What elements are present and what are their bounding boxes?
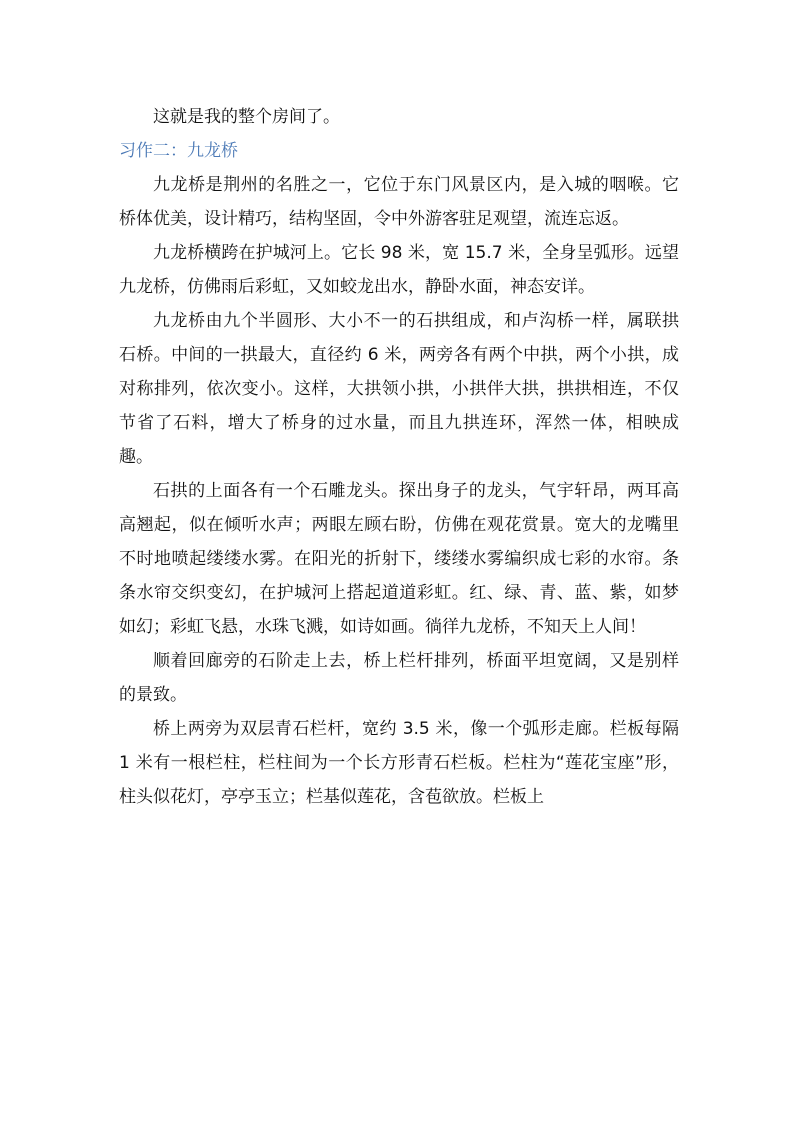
paragraph-2: 九龙桥横跨在护城河上。它长 98 米，宽 15.7 米，全身呈弧形。远望九龙桥，仿佛雨后彩虹，又如蛟龙出水，静卧水面，神态安详。	[119, 243, 679, 297]
paragraph-4: 石拱的上面各有一个石雕龙头。探出身子的龙头，气宇轩昂，两耳高高翘起，似在倾听水声；两眼左顾右盼，仿佛在观花赏景。宽大的龙嘴里不时地喷起缕缕水雾。在阳光的折射下，缕缕水雾编织成七彩的水帘。条条水帘交织变幻，在护城河上搭起道道彩虹。红、绿、青、蓝、紫，如梦如幻；彩虹飞悬，水珠飞溅，如诗如画。徜徉九龙桥，不知天上人间！	[119, 481, 679, 637]
paragraph-3: 九龙桥由九个半圆形、大小不一的石拱组成，和卢沟桥一样，属联拱石桥。中间的一拱最大，直径约 6 米，两旁各有两个中拱，两个小拱，成对称排列，依次变小。这样，大拱领小拱，小拱伴大拱，拱拱相连，不仅节省了石料，增大了桥身的过水量，而且九拱连环，浑然一体，相映成趣。	[119, 311, 679, 467]
document-body	[119, 100, 679, 814]
opening-line: 这就是我的整个房间了。	[153, 107, 340, 127]
essay-heading: 习作二：九龙桥	[119, 141, 238, 161]
paragraph-1: 九龙桥是荆州的名胜之一，它位于东门风景区内，是入城的咽喉。它桥体优美，设计精巧，结构坚固，令中外游客驻足观望，流连忘返。	[119, 175, 679, 229]
paragraph-6: 桥上两旁为双层青石栏杆，宽约 3.5 米，像一个弧形走廊。栏板每隔 1 米有一根栏柱，栏柱间为一个长方形青石栏板。栏柱为“莲花宝座”形，柱头似花灯，亭亭玉立；栏基似莲花，含苞欲放。栏板上	[119, 719, 679, 807]
paragraph-5: 顺着回廊旁的石阶走上去，桥上栏杆排列，桥面平坦宽阔，又是别样的景致。	[119, 651, 679, 705]
